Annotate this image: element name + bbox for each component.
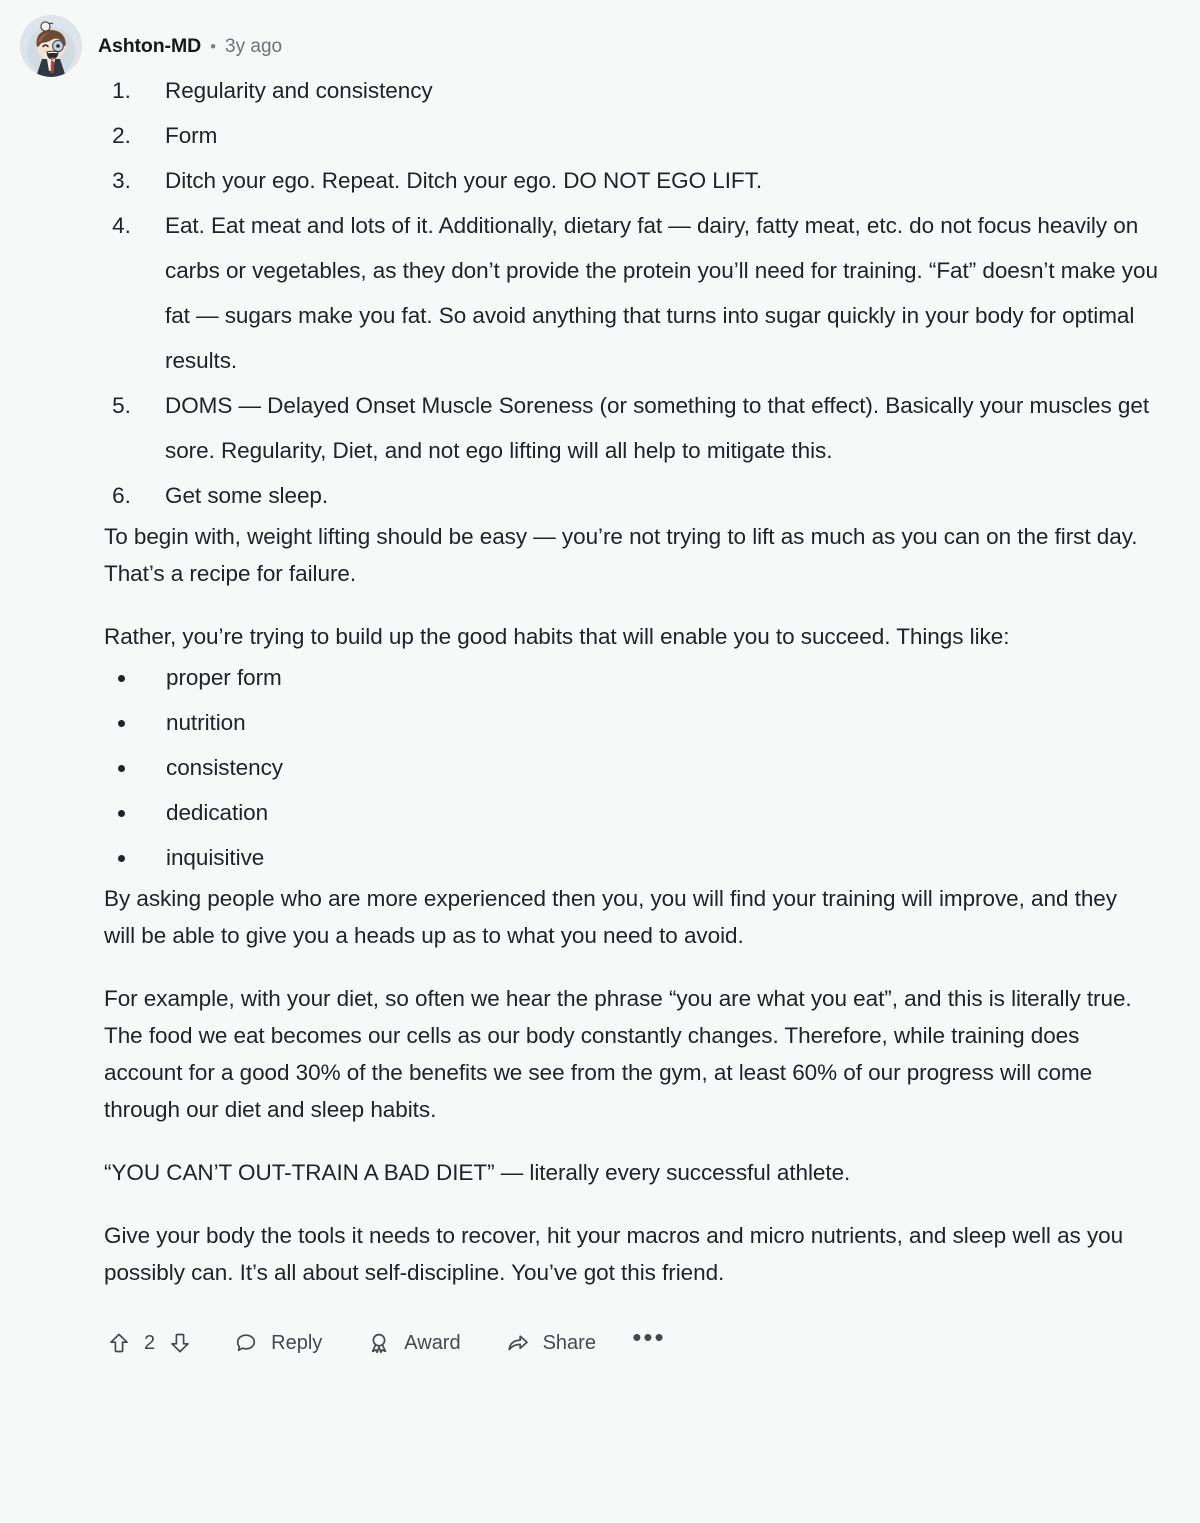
list-item: 1. Regularity and consistency: [137, 68, 1166, 113]
list-item: • inquisitive: [138, 835, 1166, 880]
list-item: • proper form: [138, 655, 1166, 700]
reddit-avatar-icon: [20, 15, 82, 77]
paragraph-5: “YOU CAN’T OUT-TRAIN A BAD DIET” — literally every successful athlete.: [104, 1160, 851, 1185]
avatar[interactable]: [20, 15, 82, 77]
meta-separator: •: [210, 36, 217, 56]
award-button[interactable]: [364, 1323, 460, 1363]
award-label: Award: [404, 1331, 461, 1354]
upvote-arrow-icon[interactable]: [104, 1328, 134, 1358]
paragraph-2: Rather, you’re trying to build up the good habits that will enable you to succeed. Things like:: [104, 624, 1010, 649]
comment-timestamp[interactable]: 3y ago: [225, 35, 283, 57]
vote-group: [104, 1328, 195, 1358]
list-item: 2. Form: [137, 113, 1166, 158]
paragraph-4: For example, with your diet, so often we hear the phrase “you are what you eat”, and this is literally true. The food we eat becomes our cells as our body constantly changes. Therefore, while training does account for a good 30% of the benefits we see from the gym, at least 60% of our progress will come through our diet and sleep habits.: [104, 986, 1132, 1122]
vote-count: 2: [144, 1331, 156, 1354]
ellipsis-icon[interactable]: •••: [632, 1322, 666, 1352]
comment-action-bar: [104, 1321, 1200, 1365]
list-item: 5. DOMS — Delayed Onset Muscle Soreness (or something to that effect). Basically your muscles get sore. Regularity, Diet, and not ego lifting will all help to mitigate this.: [137, 383, 1166, 473]
speech-bubble-icon: [231, 1328, 261, 1358]
reply-label: Reply: [271, 1331, 323, 1354]
share-button[interactable]: [503, 1323, 596, 1363]
list-item: 6. Get some sleep.: [137, 473, 1166, 518]
share-label: Share: [542, 1331, 596, 1354]
list-item: • consistency: [138, 745, 1166, 790]
share-arrow-icon: [503, 1328, 533, 1358]
author-username[interactable]: Ashton-MD: [98, 34, 202, 57]
reply-button[interactable]: [231, 1323, 322, 1363]
paragraph-3: By asking people who are more experienced then you, you will find your training will improve, and they will be able to give you a heads up as to what you need to avoid.: [104, 886, 1117, 948]
bullet-list: [0, 655, 1166, 880]
numbered-list: [0, 68, 1166, 518]
comment-body: [0, 68, 1200, 1291]
paragraph-1: To begin with, weight lifting should be easy — you’re not trying to lift as much as you can on the first day. That’s a recipe for failure.: [104, 524, 1138, 586]
list-item: • dedication: [138, 790, 1166, 835]
downvote-arrow-icon[interactable]: [165, 1328, 195, 1358]
author-line: [98, 35, 282, 58]
list-item: • nutrition: [138, 700, 1166, 745]
rosette-icon: [364, 1328, 394, 1358]
comment-header: [0, 0, 1200, 62]
list-item: 3. Ditch your ego. Repeat. Ditch your ego. DO NOT EGO LIFT.: [137, 158, 1166, 203]
paragraph-6: Give your body the tools it needs to recover, hit your macros and micro nutrients, and sleep well as you possibly can. It’s all about self-discipline. You’ve got this friend.: [104, 1223, 1124, 1285]
list-item: 4. Eat. Eat meat and lots of it. Additionally, dietary fat — dairy, fatty meat, etc. do not focus heavily on carbs or vegetables, as they don’t provide the protein you’ll need for training. “Fat” doesn’t make you fat — sugars make you fat. So avoid anything that turns into sugar quickly in your body for optimal results.: [137, 203, 1166, 383]
